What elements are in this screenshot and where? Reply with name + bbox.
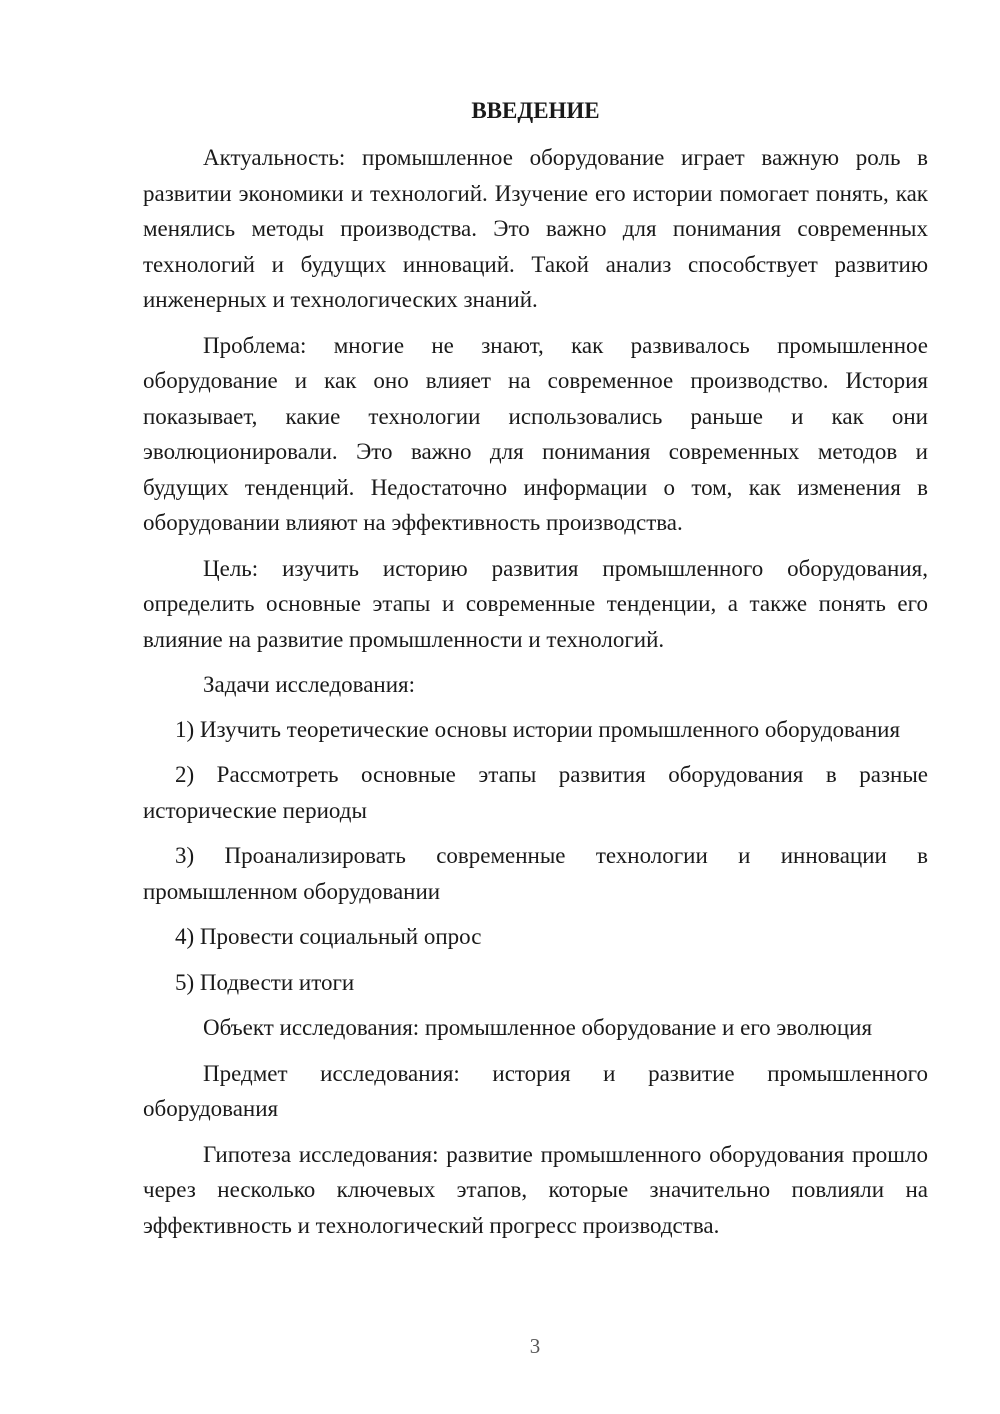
relevance-paragraph: Актуальность: промышленное оборудование играет важную роль в развитии экономики и технологий. Изучение его истории помогает понять, как менялись методы производства. Это важно для понимания современных технологий и будущих инноваций. Такой анализ способствует развитию инженерных и технологических знаний. bbox=[143, 145, 928, 312]
task-item-1: 1) Изучить теоретические основы истории промышленного оборудования bbox=[175, 716, 901, 742]
section-title: ВВЕДЕНИЕ bbox=[471, 98, 600, 123]
page-number: 3 bbox=[529, 1334, 541, 1358]
document-body bbox=[143, 96, 928, 1253]
goal-paragraph: Цель: изучить историю развития промышленного оборудования, определить основные этапы и современные тенденции, а также понять его влияние на развитие промышленности и технологий. bbox=[143, 555, 928, 652]
tasks-list bbox=[143, 712, 928, 1001]
task-item-2: 2) Рассмотреть основные этапы развития оборудования в разные исторические периоды bbox=[143, 762, 928, 823]
task-item-3: 3) Проанализировать современные технологии и инновации в промышленном оборудовании bbox=[143, 843, 928, 904]
tasks-heading: Задачи исследования: bbox=[203, 672, 416, 697]
problem-paragraph: Проблема: многие не знают, как развивалось промышленное оборудование и как оно влияет на современное производство. История показывает, какие технологии использовались раньше и как они эволюционировали. Это важно для понимания современных методов и будущих тенденций. Недостаточно информации о том, как изменения в оборудовании влияют на эффективность производства. bbox=[143, 332, 928, 535]
task-item-5: 5) Подвести итоги bbox=[175, 969, 355, 995]
task-item-4: 4) Провести социальный опрос bbox=[175, 924, 482, 949]
subject-paragraph: Предмет исследования: история и развитие промышленного оборудования bbox=[143, 1060, 928, 1121]
object-paragraph: Объект исследования: промышленное оборудование и его эволюция bbox=[203, 1015, 873, 1040]
hypothesis-paragraph: Гипотеза исследования: развитие промышленного оборудования прошло через несколько ключевых этапов, которые значительно повлияли на эффективность и технологический прогресс производства. bbox=[143, 1141, 928, 1238]
